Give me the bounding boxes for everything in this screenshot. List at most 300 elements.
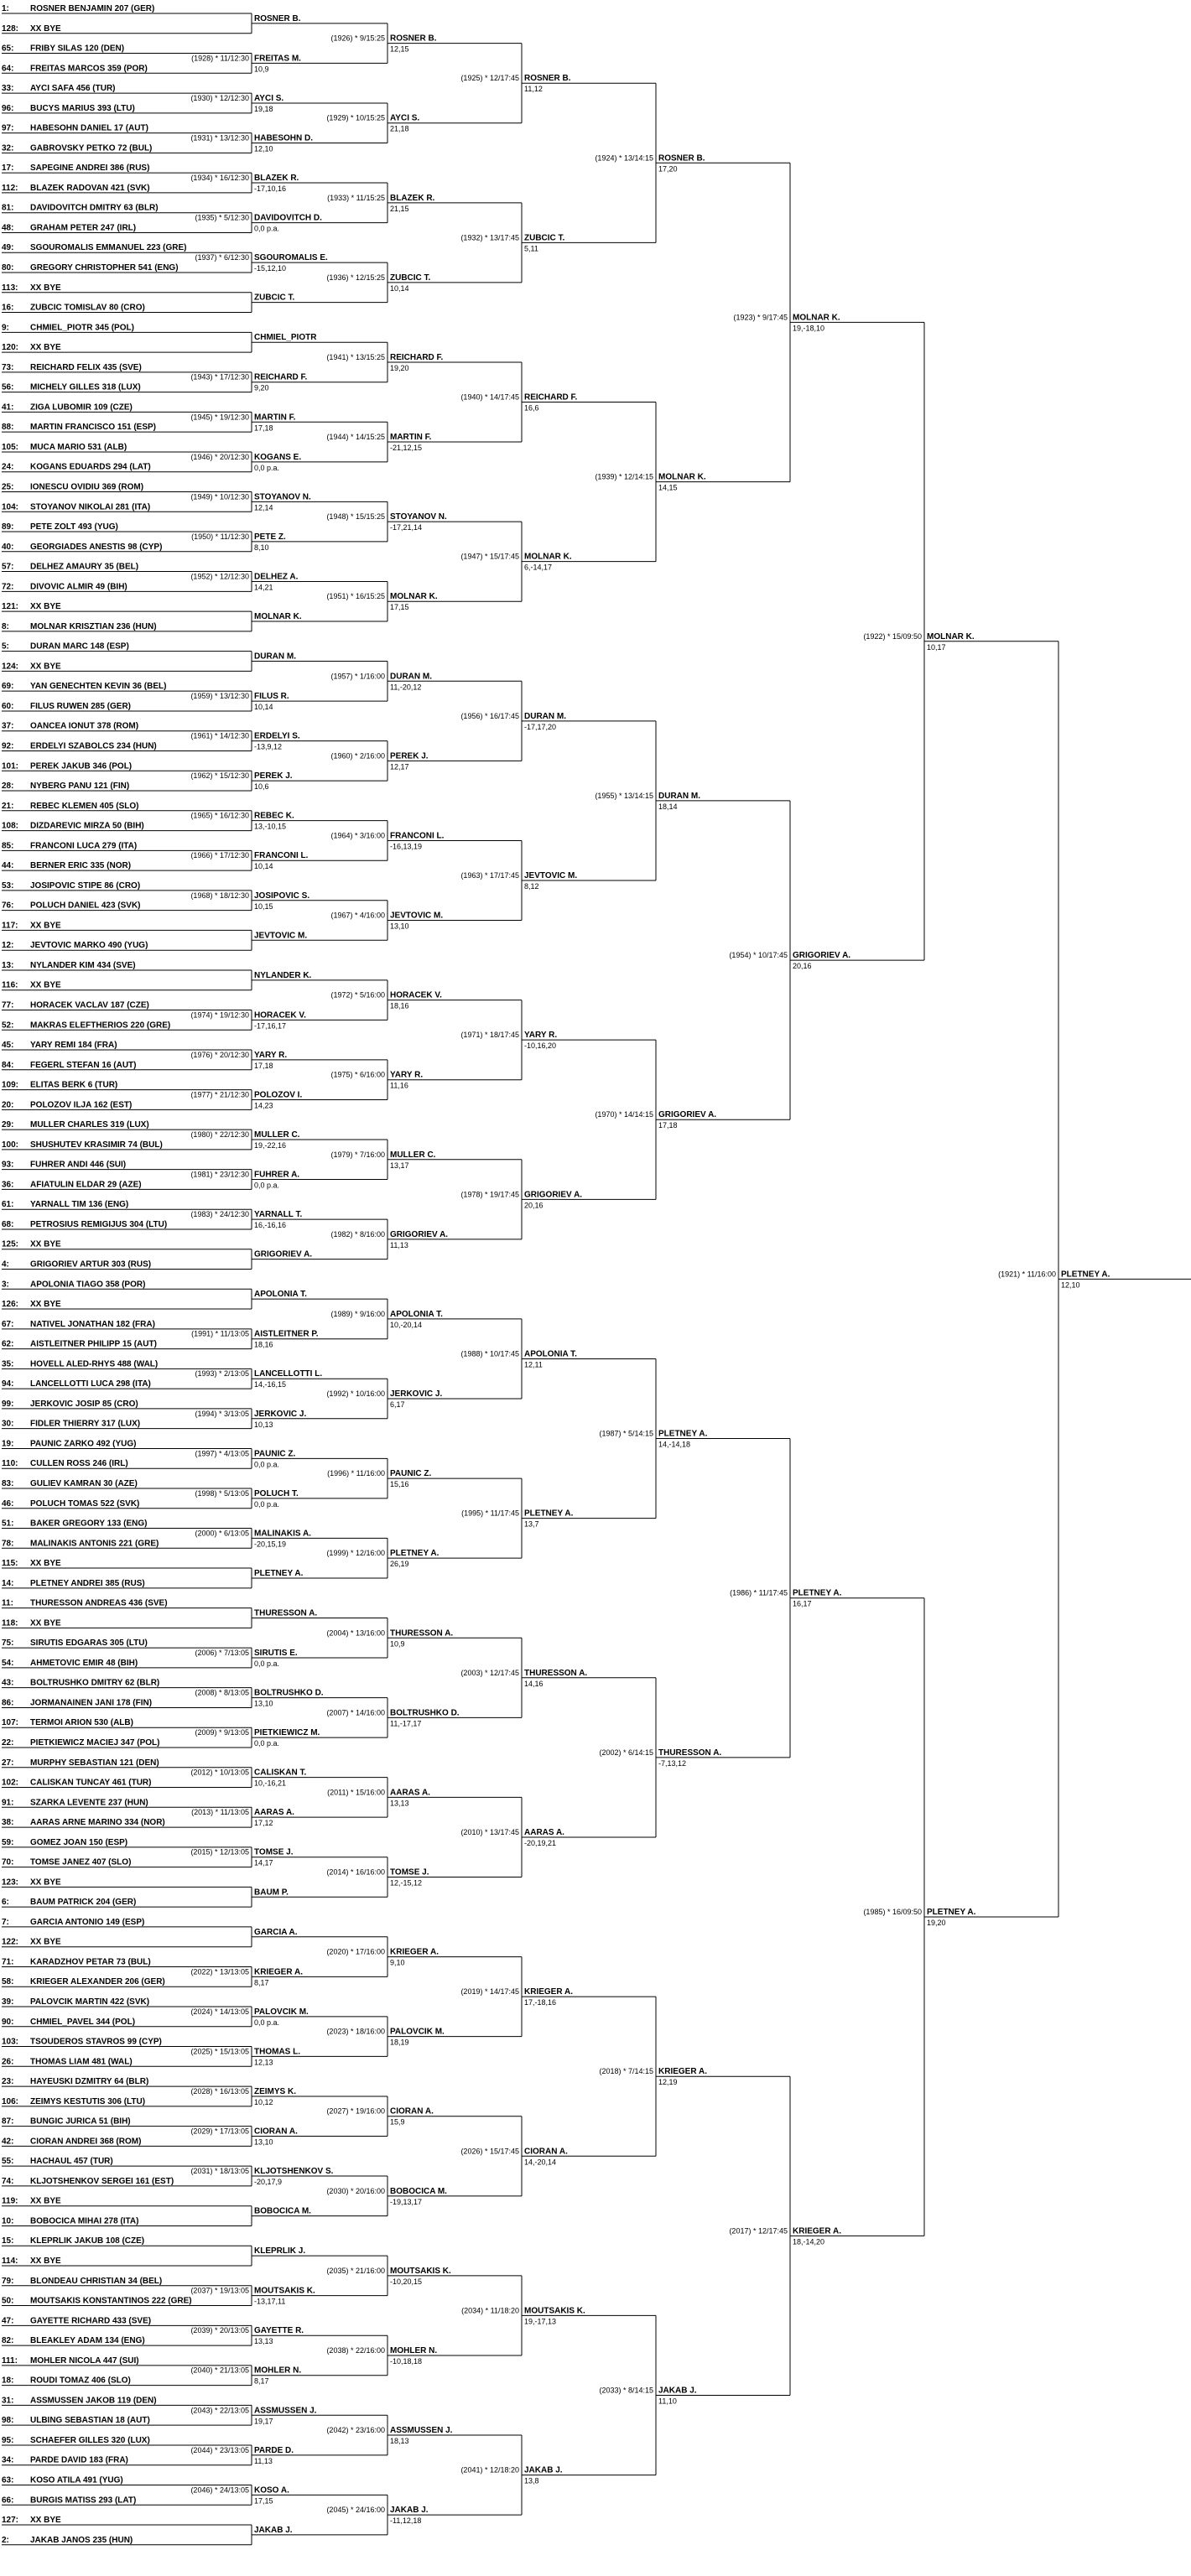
winner-name: ROSNER B. bbox=[390, 34, 437, 44]
match-info: (1991) * 11/13:05 bbox=[191, 1329, 249, 1338]
winner-name: ZUBCIC T. bbox=[524, 233, 565, 243]
player-seed: 62: bbox=[2, 1339, 14, 1349]
player-seed: 30: bbox=[2, 1419, 14, 1429]
winner-name: APOLONIA T. bbox=[254, 1290, 307, 1300]
match-info: (2002) * 6/14:15 bbox=[599, 1748, 653, 1757]
player-seed: 113: bbox=[2, 283, 18, 293]
player-name: FEGERL STEFAN 16 (AUT) bbox=[30, 1060, 137, 1070]
player-name: AFIATULIN ELDAR 29 (AZE) bbox=[30, 1180, 142, 1190]
match-score: 10,9 bbox=[390, 1639, 405, 1649]
match-score: 12,11 bbox=[524, 1360, 543, 1369]
winner-name: MOLNAR K. bbox=[793, 313, 840, 323]
match-score: -15,12,10 bbox=[254, 264, 287, 273]
match-score: 16,6 bbox=[524, 403, 539, 413]
player-name: GRAHAM PETER 247 (IRL) bbox=[30, 223, 137, 233]
winner-name: KOGANS E. bbox=[254, 452, 302, 462]
match-score: 18,16 bbox=[254, 1340, 273, 1349]
player-name: GREGORY CHRISTOPHER 541 (ENG) bbox=[30, 263, 179, 273]
match-score: 8,12 bbox=[524, 881, 539, 891]
match-info: (1980) * 22/12:30 bbox=[190, 1130, 249, 1140]
match-info: (2043) * 22/13:05 bbox=[190, 2406, 249, 2415]
winner-name: BLAZEK R. bbox=[390, 193, 435, 203]
match-info: (2041) * 12/18:20 bbox=[460, 2465, 519, 2475]
match-score: 0,0 p.a. bbox=[254, 1659, 280, 1669]
player-seed: 125: bbox=[2, 1239, 19, 1249]
match-info: (2031) * 18/13:05 bbox=[190, 2167, 249, 2176]
match-info: (1956) * 16/17:45 bbox=[460, 711, 519, 720]
match-score: 12,14 bbox=[254, 503, 273, 512]
winner-name: APOLONIA T. bbox=[390, 1309, 443, 1319]
match-info: (1947) * 15/17:45 bbox=[460, 552, 519, 561]
player-name: ERDELYI SZABOLCS 234 (HUN) bbox=[30, 741, 157, 751]
match-info: (1934) * 16/12:30 bbox=[190, 174, 249, 183]
winner-name: SIRUTIS E. bbox=[254, 1649, 298, 1659]
winner-name: GAYETTE R. bbox=[254, 2326, 304, 2336]
winner-name: TOMSE J. bbox=[254, 1847, 294, 1857]
player-seed: 20: bbox=[2, 1100, 14, 1110]
match-info: (1997) * 4/13:05 bbox=[195, 1449, 249, 1458]
match-info: (1998) * 5/13:05 bbox=[195, 1488, 249, 1498]
player-name: JERKOVIC JOSIP 85 (CRO) bbox=[30, 1399, 138, 1409]
match-score: 17,15 bbox=[254, 2496, 273, 2506]
player-seed: 118: bbox=[2, 1618, 18, 1628]
match-score: 13,13 bbox=[390, 1799, 409, 1808]
match-info: (1999) * 12/16:00 bbox=[326, 1549, 385, 1558]
winner-name: REICHARD F. bbox=[524, 392, 578, 402]
match-score: 19,-18,10 bbox=[793, 324, 825, 333]
winner-name: MOUTSAKIS K. bbox=[254, 2286, 315, 2296]
player-seed: 58: bbox=[2, 1977, 14, 1987]
winner-name: DELHEZ A. bbox=[254, 572, 299, 582]
match-score: 5,11 bbox=[524, 244, 538, 253]
player-name: OANCEA IONUT 378 (ROM) bbox=[30, 721, 139, 731]
winner-name: FRANCONI L. bbox=[390, 831, 445, 841]
player-seed: 76: bbox=[2, 901, 14, 911]
winner-name: STOYANOV N. bbox=[254, 492, 311, 502]
winner-name: GARCIA A. bbox=[254, 1927, 298, 1937]
player-name: JOSIPOVIC STIPE 86 (CRO) bbox=[30, 880, 141, 891]
player-name: FIDLER THIERRY 317 (LUX) bbox=[30, 1419, 141, 1429]
player-seed: 52: bbox=[2, 1021, 14, 1031]
player-seed: 124: bbox=[2, 662, 19, 672]
player-name: XX BYE bbox=[30, 662, 61, 672]
player-seed: 39: bbox=[2, 1997, 14, 2007]
match-info: (2042) * 23/16:00 bbox=[326, 2426, 385, 2435]
player-name: REICHARD FELIX 435 (SVE) bbox=[30, 362, 142, 372]
winner-name: ASSMUSSEN J. bbox=[254, 2406, 317, 2416]
player-name: FILUS RUWEN 285 (GER) bbox=[30, 701, 132, 711]
winner-name: BLAZEK R. bbox=[254, 174, 299, 184]
match-score: 11,-20,12 bbox=[390, 683, 422, 692]
player-name: BLONDEAU CHRISTIAN 34 (BEL) bbox=[30, 2276, 163, 2286]
match-info: (1921) * 11/16:00 bbox=[998, 1270, 1056, 1279]
match-info: (1948) * 15/15:25 bbox=[326, 512, 385, 522]
match-score: 13,8 bbox=[524, 2476, 539, 2485]
player-name: JEVTOVIC MARKO 490 (YUG) bbox=[30, 941, 148, 951]
winner-name: PEREK J. bbox=[254, 771, 293, 782]
match-score: 0,0 p.a. bbox=[254, 463, 280, 472]
player-seed: 108: bbox=[2, 821, 19, 831]
player-name: XX BYE bbox=[30, 602, 61, 612]
player-name: AHMETOVIC EMIR 48 (BIH) bbox=[30, 1658, 138, 1668]
player-name: CHMIEL_PAVEL 344 (POL) bbox=[30, 2017, 136, 2027]
winner-name: MALINAKIS A. bbox=[254, 1529, 311, 1539]
player-name: CULLEN ROSS 246 (IRL) bbox=[30, 1459, 128, 1469]
player-seed: 31: bbox=[2, 2396, 14, 2406]
match-score: 12,10 bbox=[254, 144, 273, 153]
player-name: DAVIDOVITCH DMITRY 63 (BLR) bbox=[30, 203, 159, 213]
winner-name: JERKOVIC J. bbox=[390, 1389, 443, 1400]
match-score: 0,0 p.a. bbox=[254, 1460, 280, 1469]
match-score: 0,0 p.a. bbox=[254, 224, 280, 233]
player-seed: 88: bbox=[2, 423, 14, 433]
player-seed: 67: bbox=[2, 1319, 14, 1329]
player-seed: 15: bbox=[2, 2236, 14, 2246]
match-info: (1933) * 11/15:25 bbox=[327, 193, 385, 202]
player-name: XX BYE bbox=[30, 343, 61, 353]
match-info: (1983) * 24/12:30 bbox=[190, 1210, 249, 1219]
player-name: BUCYS MARIUS 393 (LTU) bbox=[30, 103, 135, 113]
player-seed: 36: bbox=[2, 1180, 14, 1190]
player-name: MICHELY GILLES 318 (LUX) bbox=[30, 382, 141, 392]
player-name: BAUM PATRICK 204 (GER) bbox=[30, 1898, 137, 1908]
player-seed: 114: bbox=[2, 2257, 18, 2267]
player-name: FREITAS MARCOS 359 (POR) bbox=[30, 64, 148, 74]
player-name: XX BYE bbox=[30, 980, 61, 990]
match-info: (2010) * 13/17:45 bbox=[460, 1827, 519, 1836]
winner-name: POLUCH T. bbox=[254, 1488, 299, 1498]
match-info: (1935) * 5/12:30 bbox=[195, 213, 249, 222]
player-seed: 13: bbox=[2, 960, 14, 970]
match-score: 13,7 bbox=[524, 1519, 539, 1529]
player-seed: 23: bbox=[2, 2077, 14, 2087]
match-score: 12,10 bbox=[1061, 1280, 1080, 1290]
match-info: (1987) * 5/14:15 bbox=[599, 1429, 653, 1438]
player-name: BERNER ERIC 335 (NOR) bbox=[30, 861, 132, 871]
match-info: (1978) * 19/17:45 bbox=[460, 1190, 519, 1199]
winner-name: FILUS R. bbox=[254, 692, 289, 702]
match-score: 19,17 bbox=[254, 2417, 273, 2426]
winner-name: BAUM P. bbox=[254, 1888, 289, 1898]
match-score: 11,-17,17 bbox=[390, 1719, 422, 1728]
player-seed: 92: bbox=[2, 741, 14, 751]
winner-name: MOHLER N. bbox=[390, 2345, 438, 2355]
player-seed: 44: bbox=[2, 861, 14, 871]
match-info: (1979) * 7/16:00 bbox=[330, 1150, 385, 1159]
match-info: (1932) * 13/17:45 bbox=[460, 233, 519, 242]
match-score: 6,17 bbox=[390, 1400, 405, 1410]
match-score: 12,-15,12 bbox=[390, 1878, 423, 1888]
match-score: 21,15 bbox=[390, 204, 409, 213]
player-name: MAKRAS ELEFTHERIOS 220 (GRE) bbox=[30, 1021, 171, 1031]
winner-name: JEVTOVIC M. bbox=[254, 931, 308, 941]
player-name: YARNALL TIM 136 (ENG) bbox=[30, 1200, 129, 1210]
player-seed: 75: bbox=[2, 1639, 14, 1649]
winner-name: DURAN M. bbox=[524, 711, 566, 721]
winner-name: KRIEGER A. bbox=[793, 2226, 841, 2236]
match-info: (2000) * 6/13:05 bbox=[195, 1529, 249, 1538]
match-info: (1977) * 21/12:30 bbox=[190, 1090, 249, 1099]
match-info: (2014) * 16/16:00 bbox=[326, 1867, 385, 1877]
player-seed: 40: bbox=[2, 542, 14, 552]
match-score: 11,10 bbox=[658, 2397, 677, 2406]
player-name: SHUSHUTEV KRASIMIR 74 (BUL) bbox=[30, 1140, 163, 1150]
match-info: (1988) * 10/17:45 bbox=[460, 1349, 519, 1358]
match-info: (2035) * 21/16:00 bbox=[326, 2266, 385, 2275]
match-score: 12,13 bbox=[254, 2058, 273, 2067]
winner-name: AYCI S. bbox=[390, 113, 420, 123]
match-score: 18,16 bbox=[390, 1001, 409, 1010]
player-name: DELHEZ AMAURY 35 (BEL) bbox=[30, 562, 139, 572]
match-score: 13,-10,15 bbox=[254, 822, 287, 831]
player-seed: 8: bbox=[2, 621, 9, 631]
winner-name: JAKAB J. bbox=[390, 2506, 429, 2516]
player-name: CALISKAN TUNCAY 461 (TUR) bbox=[30, 1778, 152, 1788]
player-name: PIETKIEWICZ MACIEJ 347 (POL) bbox=[30, 1737, 160, 1748]
player-seed: 27: bbox=[2, 1758, 14, 1768]
winner-name: ROSNER B. bbox=[254, 13, 301, 23]
player-seed: 89: bbox=[2, 522, 14, 532]
match-score: 8,10 bbox=[254, 543, 269, 552]
match-score: 0,0 p.a. bbox=[254, 1181, 280, 1190]
player-seed: 105: bbox=[2, 442, 19, 452]
match-info: (1964) * 3/16:00 bbox=[330, 831, 385, 840]
player-seed: 19: bbox=[2, 1439, 14, 1449]
player-seed: 51: bbox=[2, 1519, 14, 1529]
player-name: MOHLER NICOLA 447 (SUI) bbox=[30, 2355, 139, 2366]
player-name: SAPEGINE ANDREI 386 (RUS) bbox=[30, 164, 150, 174]
match-info: (2013) * 11/13:05 bbox=[191, 1808, 249, 1817]
winner-name: AYCI S. bbox=[254, 93, 284, 103]
match-score: 11,16 bbox=[390, 1081, 408, 1090]
winner-name: DURAN M. bbox=[254, 652, 296, 662]
player-seed: 60: bbox=[2, 701, 14, 711]
player-name: XX BYE bbox=[30, 23, 61, 34]
match-score: -17,21,14 bbox=[390, 523, 423, 532]
match-info: (1986) * 11/17:45 bbox=[730, 1588, 788, 1597]
player-name: KARADZHOV PETAR 73 (BUL) bbox=[30, 1957, 151, 1967]
player-seed: 57: bbox=[2, 562, 14, 572]
player-name: KOGANS EDUARDS 294 (LAT) bbox=[30, 462, 151, 472]
player-name: AYCI SAFA 456 (TUR) bbox=[30, 84, 116, 94]
player-seed: 128: bbox=[2, 23, 19, 34]
match-score: 17,18 bbox=[254, 1061, 273, 1070]
winner-name: MARTIN F. bbox=[254, 413, 296, 423]
match-info: (1985) * 16/09:50 bbox=[863, 1908, 922, 1917]
match-info: (1994) * 3/13:05 bbox=[195, 1409, 249, 1418]
match-info: (1923) * 9/17:45 bbox=[733, 313, 788, 322]
match-score: 10,15 bbox=[254, 901, 273, 911]
player-name: SGOUROMALIS EMMANUEL 223 (GRE) bbox=[30, 243, 187, 253]
match-info: (2039) * 20/13:05 bbox=[190, 2326, 249, 2335]
player-seed: 18: bbox=[2, 2376, 14, 2386]
match-score: 14,23 bbox=[254, 1101, 273, 1110]
player-seed: 111: bbox=[2, 2355, 18, 2366]
match-info: (1928) * 11/12:30 bbox=[191, 54, 249, 63]
match-info: (1949) * 10/12:30 bbox=[190, 492, 249, 501]
match-info: (1951) * 16/15:25 bbox=[326, 592, 385, 601]
player-name: ROSNER BENJAMIN 207 (GER) bbox=[30, 4, 155, 13]
match-info: (2009) * 9/13:05 bbox=[195, 1728, 249, 1737]
match-score: 10,-20,14 bbox=[390, 1320, 423, 1329]
player-seed: 4: bbox=[2, 1259, 9, 1270]
player-name: PEREK JAKUB 346 (POL) bbox=[30, 761, 133, 771]
match-score: 19,-22,16 bbox=[254, 1141, 287, 1150]
match-info: (2017) * 12/17:45 bbox=[729, 2226, 788, 2236]
player-name: BLAZEK RADOVAN 421 (SVK) bbox=[30, 183, 150, 193]
player-name: XX BYE bbox=[30, 283, 61, 293]
player-name: APOLONIA TIAGO 358 (POR) bbox=[30, 1280, 146, 1290]
match-info: (1992) * 10/16:00 bbox=[326, 1389, 385, 1399]
winner-name: CHMIEL_PIOTR bbox=[254, 333, 317, 343]
match-score: -10,18,18 bbox=[390, 2356, 423, 2366]
player-seed: 69: bbox=[2, 682, 14, 692]
winner-name: GRIGORIEV A. bbox=[524, 1190, 583, 1200]
player-name: TERMOI ARION 530 (ALB) bbox=[30, 1718, 133, 1728]
match-info: (1981) * 23/12:30 bbox=[190, 1170, 249, 1179]
winner-name: TOMSE J. bbox=[390, 1867, 429, 1877]
match-info: (1957) * 1/16:00 bbox=[330, 672, 385, 681]
match-info: (1982) * 8/16:00 bbox=[330, 1229, 385, 1239]
match-score: 15,16 bbox=[390, 1480, 409, 1489]
player-seed: 43: bbox=[2, 1678, 14, 1688]
winner-name: FREITAS M. bbox=[254, 54, 301, 64]
player-name: BURGIS MATISS 293 (LAT) bbox=[30, 2496, 137, 2506]
player-seed: 77: bbox=[2, 1000, 14, 1010]
player-seed: 79: bbox=[2, 2276, 14, 2286]
match-score: 14,-20,14 bbox=[524, 2158, 557, 2167]
match-score: -16,13,19 bbox=[390, 842, 423, 851]
winner-name: DURAN M. bbox=[658, 791, 700, 801]
player-name: CIORAN ANDREI 368 (ROM) bbox=[30, 2137, 142, 2147]
match-info: (1965) * 16/12:30 bbox=[190, 811, 249, 820]
player-seed: 37: bbox=[2, 721, 14, 731]
match-score: -17,17,20 bbox=[524, 722, 557, 731]
match-info: (2004) * 13/16:00 bbox=[326, 1628, 385, 1638]
match-info: (2025) * 15/13:05 bbox=[190, 2047, 249, 2056]
winner-name: CALISKAN T. bbox=[254, 1768, 307, 1778]
match-info: (2020) * 17/16:00 bbox=[326, 1947, 385, 1956]
match-score: 0,0 p.a. bbox=[254, 2018, 280, 2027]
player-name: DIVOVIC ALMIR 49 (BIH) bbox=[30, 582, 127, 592]
player-seed: 98: bbox=[2, 2416, 14, 2426]
match-score: 17,20 bbox=[658, 164, 678, 174]
player-name: GAYETTE RICHARD 433 (SVE) bbox=[30, 2316, 152, 2326]
match-score: -20,15,19 bbox=[254, 1540, 287, 1549]
player-seed: 33: bbox=[2, 84, 14, 94]
player-name: MALINAKIS ANTONIS 221 (GRE) bbox=[30, 1539, 159, 1549]
player-name: GULIEV KAMRAN 30 (AZE) bbox=[30, 1478, 138, 1488]
player-seed: 48: bbox=[2, 223, 14, 233]
player-name: BOBOCICA MIHAI 278 (ITA) bbox=[30, 2216, 139, 2226]
winner-name: CIORAN A. bbox=[524, 2147, 568, 2157]
player-seed: 82: bbox=[2, 2336, 14, 2346]
winner-name: THURESSON A. bbox=[658, 1748, 722, 1758]
player-seed: 116: bbox=[2, 980, 18, 990]
player-name: PETE ZOLT 493 (YUG) bbox=[30, 522, 118, 532]
player-seed: 78: bbox=[2, 1539, 14, 1549]
match-info: (2018) * 7/14:15 bbox=[599, 2067, 653, 2076]
winner-name: MOUTSAKIS K. bbox=[390, 2266, 451, 2276]
player-seed: 63: bbox=[2, 2475, 14, 2485]
match-info: (1929) * 10/15:25 bbox=[326, 113, 385, 122]
player-name: XX BYE bbox=[30, 1239, 61, 1249]
player-name: YARY REMI 184 (FRA) bbox=[30, 1041, 117, 1051]
match-score: -20,17,9 bbox=[254, 2178, 283, 2187]
player-name: GARCIA ANTONIO 149 (ESP) bbox=[30, 1917, 145, 1927]
match-info: (1943) * 17/12:30 bbox=[190, 372, 249, 382]
winner-name: FRANCONI L. bbox=[254, 851, 309, 861]
match-info: (1971) * 18/17:45 bbox=[460, 1031, 519, 1040]
winner-name: PLETNEY A. bbox=[927, 1908, 976, 1918]
player-name: ROUDI TOMAZ 406 (SLO) bbox=[30, 2376, 131, 2386]
player-name: MUCA MARIO 531 (ALB) bbox=[30, 442, 127, 452]
player-seed: 99: bbox=[2, 1399, 14, 1409]
match-score: 14,15 bbox=[658, 483, 678, 492]
match-info: (2011) * 15/16:00 bbox=[327, 1788, 385, 1797]
match-info: (1925) * 12/17:45 bbox=[460, 74, 519, 83]
match-score: 18,13 bbox=[390, 2437, 409, 2446]
winner-name: GRIGORIEV A. bbox=[390, 1229, 449, 1239]
player-name: MULLER CHARLES 319 (LUX) bbox=[30, 1120, 149, 1130]
match-info: (2029) * 17/13:05 bbox=[190, 2127, 249, 2136]
match-info: (1993) * 2/13:05 bbox=[195, 1369, 249, 1379]
player-seed: 117: bbox=[2, 921, 18, 931]
match-score: 14,21 bbox=[254, 583, 273, 592]
player-seed: 42: bbox=[2, 2137, 14, 2147]
player-seed: 106: bbox=[2, 2096, 19, 2106]
player-seed: 11: bbox=[2, 1598, 13, 1608]
player-name: POLUCH TOMAS 522 (SVK) bbox=[30, 1498, 140, 1509]
player-name: HAYEUSKI DZMITRY 64 (BLR) bbox=[30, 2077, 149, 2087]
player-seed: 109: bbox=[2, 1080, 19, 1090]
match-score: 26,19 bbox=[390, 1560, 409, 1569]
match-score: 13,13 bbox=[254, 2337, 273, 2346]
winner-name: THURESSON A. bbox=[390, 1628, 454, 1639]
player-name: NYBERG PANU 121 (FIN) bbox=[30, 782, 130, 792]
winner-name: AARAS A. bbox=[254, 1808, 294, 1818]
winner-name: ZUBCIC T. bbox=[254, 293, 295, 303]
player-name: STOYANOV NIKOLAI 281 (ITA) bbox=[30, 502, 151, 512]
winner-name: MULLER C. bbox=[390, 1150, 436, 1160]
player-seed: 49: bbox=[2, 243, 14, 253]
match-info: (1946) * 20/12:30 bbox=[190, 452, 249, 461]
player-seed: 94: bbox=[2, 1379, 14, 1389]
winner-name: PLETNEY A. bbox=[1061, 1270, 1110, 1280]
match-info: (2034) * 11/18:20 bbox=[461, 2306, 519, 2315]
match-score: 20,16 bbox=[524, 1201, 543, 1210]
match-info: (1976) * 20/12:30 bbox=[190, 1050, 249, 1059]
player-seed: 90: bbox=[2, 2017, 14, 2027]
winner-name: MARTIN F. bbox=[390, 433, 432, 443]
winner-name: ROSNER B. bbox=[658, 153, 705, 164]
player-name: THOMAS LIAM 481 (WAL) bbox=[30, 2057, 133, 2067]
winner-name: GRIGORIEV A. bbox=[658, 1110, 717, 1120]
player-seed: 68: bbox=[2, 1219, 14, 1229]
match-score: -17,16,17 bbox=[254, 1021, 287, 1031]
match-score: 11,13 bbox=[390, 1240, 408, 1249]
player-seed: 72: bbox=[2, 582, 14, 592]
match-info: (2033) * 8/14:15 bbox=[599, 2386, 653, 2395]
winner-name: YARY R. bbox=[524, 1031, 558, 1041]
player-name: MOUTSAKIS KONSTANTINOS 222 (GRE) bbox=[30, 2296, 192, 2306]
player-seed: 3: bbox=[2, 1280, 9, 1290]
match-score: -19,13,17 bbox=[390, 2197, 423, 2206]
player-name: HOVELL ALED-RHYS 488 (WAL) bbox=[30, 1359, 159, 1369]
player-seed: 107: bbox=[2, 1718, 19, 1728]
player-seed: 41: bbox=[2, 402, 14, 413]
match-score: 16,17 bbox=[793, 1599, 812, 1608]
